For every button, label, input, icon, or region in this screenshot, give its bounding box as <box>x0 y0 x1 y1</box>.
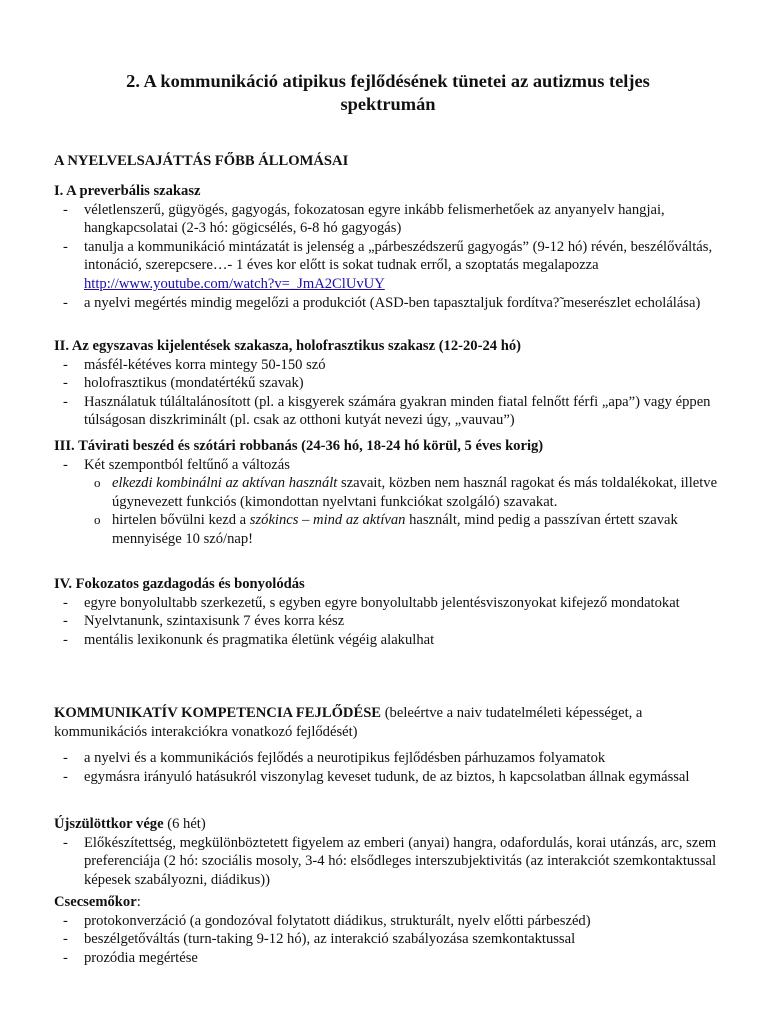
list-item: - Előkészítettség, megkülönböztetett figyelem az emberi (anyai) hangra, odafordulás, korai utánzás, arc, szem preferenciája (2 hó: szociális mosoly, 3-4 hó: elsődleges interszubjektivitás (az interakciót szemkontaktussal képesek szabályozni, diádikus)) <box>54 834 722 890</box>
section-heading-note: (beleértve a naiv tudatelméleti képességet, a kommunikációs interakciókra vonatkozó fejlődését) <box>54 705 643 740</box>
newborn-list <box>54 834 722 890</box>
list-item: - beszélgetőváltás (turn-taking 9-12 hó), az interakció szabályozása szemkontaktussal <box>54 930 722 949</box>
stage-2-list <box>54 356 722 430</box>
stage-4-heading: IV. Fokozatos gazdagodás és bonyolódás <box>54 576 305 592</box>
list-item: - Használatuk túláltalánosított (pl. a kisgyerek számára gyakran minden fiatal felnőtt férfi „apa”) vagy éppen túlságosan diszkriminált (pl. csak az otthoni kutyát nevezi úgy, „vauvau”) <box>54 393 722 430</box>
section-heading <box>54 704 722 741</box>
newborn-heading <box>54 815 722 834</box>
list-item: - mentális lexikonunk és pragmatika életünk végéig alakulhat <box>54 631 722 650</box>
stage-1-heading: I. A preverbális szakasz <box>54 183 201 199</box>
emphasis-text: elkezdi kombinálni az aktívan használt <box>112 475 338 492</box>
sub-list-item <box>54 474 722 511</box>
list-item: - egymásra irányuló hatásukról viszonylag keveset tudunk, de az biztos, h kapcsolatban állnak egymással <box>54 768 722 787</box>
list-item: - protokonverzáció (a gondozóval folytatott diádikus, strukturált, nyelv előtti párbeszéd) <box>54 912 722 931</box>
list-item <box>54 238 722 294</box>
newborn-section <box>54 815 722 889</box>
list-item: - Nyelvtanunk, szintaxisunk 7 éves korra kész <box>54 612 722 631</box>
list-item: - holofrasztikus (mondatértékű szavak) <box>54 374 722 393</box>
newborn-heading-bold: Újszülöttkor vége <box>54 816 164 832</box>
page-title-line-1: 2. A kommunikáció atipikus fejlődésének tünetei az autizmus teljes <box>126 71 650 91</box>
page-title <box>54 70 722 116</box>
stage-3 <box>54 437 722 549</box>
stage-3-sublist <box>54 474 722 548</box>
section-heading: A NYELVELSAJÁTTÁS FŐBB ÁLLOMÁSAI <box>54 153 349 169</box>
youtube-link[interactable]: http://www.youtube.com/watch?v=_JmA2ClUvUY <box>84 275 385 292</box>
emphasis-text: szókincs – mind az aktívan <box>249 512 406 529</box>
infant-heading-bold: Csecsemőkor <box>54 894 137 910</box>
sub-list-item <box>54 511 722 548</box>
list-item: - másfél-kétéves korra mintegy 50-150 szó <box>54 356 722 375</box>
infant-list <box>54 912 722 968</box>
stage-1-list <box>54 201 722 313</box>
stage-2 <box>54 337 722 430</box>
page-title-line-2: spektrumán <box>340 94 436 114</box>
section-language-acquisition-heading <box>54 152 722 171</box>
newborn-heading-note: (6 hét) <box>163 816 206 832</box>
section-heading-bold: KOMMUNIKATÍV KOMPETENCIA FEJLŐDÉSE <box>54 705 382 721</box>
stage-2-heading: II. Az egyszavas kijelentések szakasza, holofrasztikus szakasz (12-20-24 hó) <box>54 338 521 354</box>
infant-heading-note: : <box>136 894 141 910</box>
list-item: - véletlenszerű, gügyögés, gagyogás, fokozatosan egyre inkább felismerhetőek az anyanyelv hangjai, hangkapcsolatai (2-3 hó: gögicsélés, 6-8 hó gagyogás) <box>54 201 722 238</box>
infant-heading <box>54 893 722 912</box>
stage-4-list <box>54 594 722 650</box>
stage-1 <box>54 182 722 312</box>
communicative-list <box>54 749 722 786</box>
sub-list-item-text: használt, mind pedig a passzívan értett szavak mennyisége 10 szó/nap! <box>112 512 678 547</box>
list-item: - a nyelvi megértés mindig megelőzi a produkciót (ASD-ben tapasztaljuk fordítva?̃ meserészlet echolálása) <box>54 294 722 313</box>
list-item: - a nyelvi és a kommunikációs fejlődés a neurotipikus fejlődésben párhuzamos folyamatok <box>54 749 722 768</box>
stage-3-heading: III. Távirati beszéd és szótári robbanás (24-36 hó, 18-24 hó körül, 5 éves korig) <box>54 438 544 454</box>
stage-3-list <box>54 456 722 475</box>
list-item-text: tanulja a kommunikáció mintázatát is jelenség a „párbeszédszerű gagyogás” (9-12 hó) révén, beszélőváltás, intonáció, szerepcsere…- 1 éves kor előtt is sokat tudnak erről, a szoptatás megalapozza <box>84 238 713 274</box>
list-item: - egyre bonyolultabb szerkezetű, s egyben egyre bonyolultabb jelentésviszonyokat kifejező mondatokat <box>54 594 722 613</box>
section-communicative-competence <box>54 704 722 786</box>
list-item: - prozódia megértése <box>54 949 722 968</box>
stage-4 <box>54 575 722 649</box>
sub-list-item-text: hirtelen bővülni kezd a <box>112 512 250 529</box>
sub-list-item-text: szavait, közben nem használ ragokat és más toldalékokat, illetve úgynevezett funkciós (kimondottan nyelvtani funkciókat szolgáló) szavakat. <box>112 475 718 510</box>
list-item: - Két szempontból feltűnő a változás <box>54 456 722 475</box>
infant-section <box>54 893 722 967</box>
